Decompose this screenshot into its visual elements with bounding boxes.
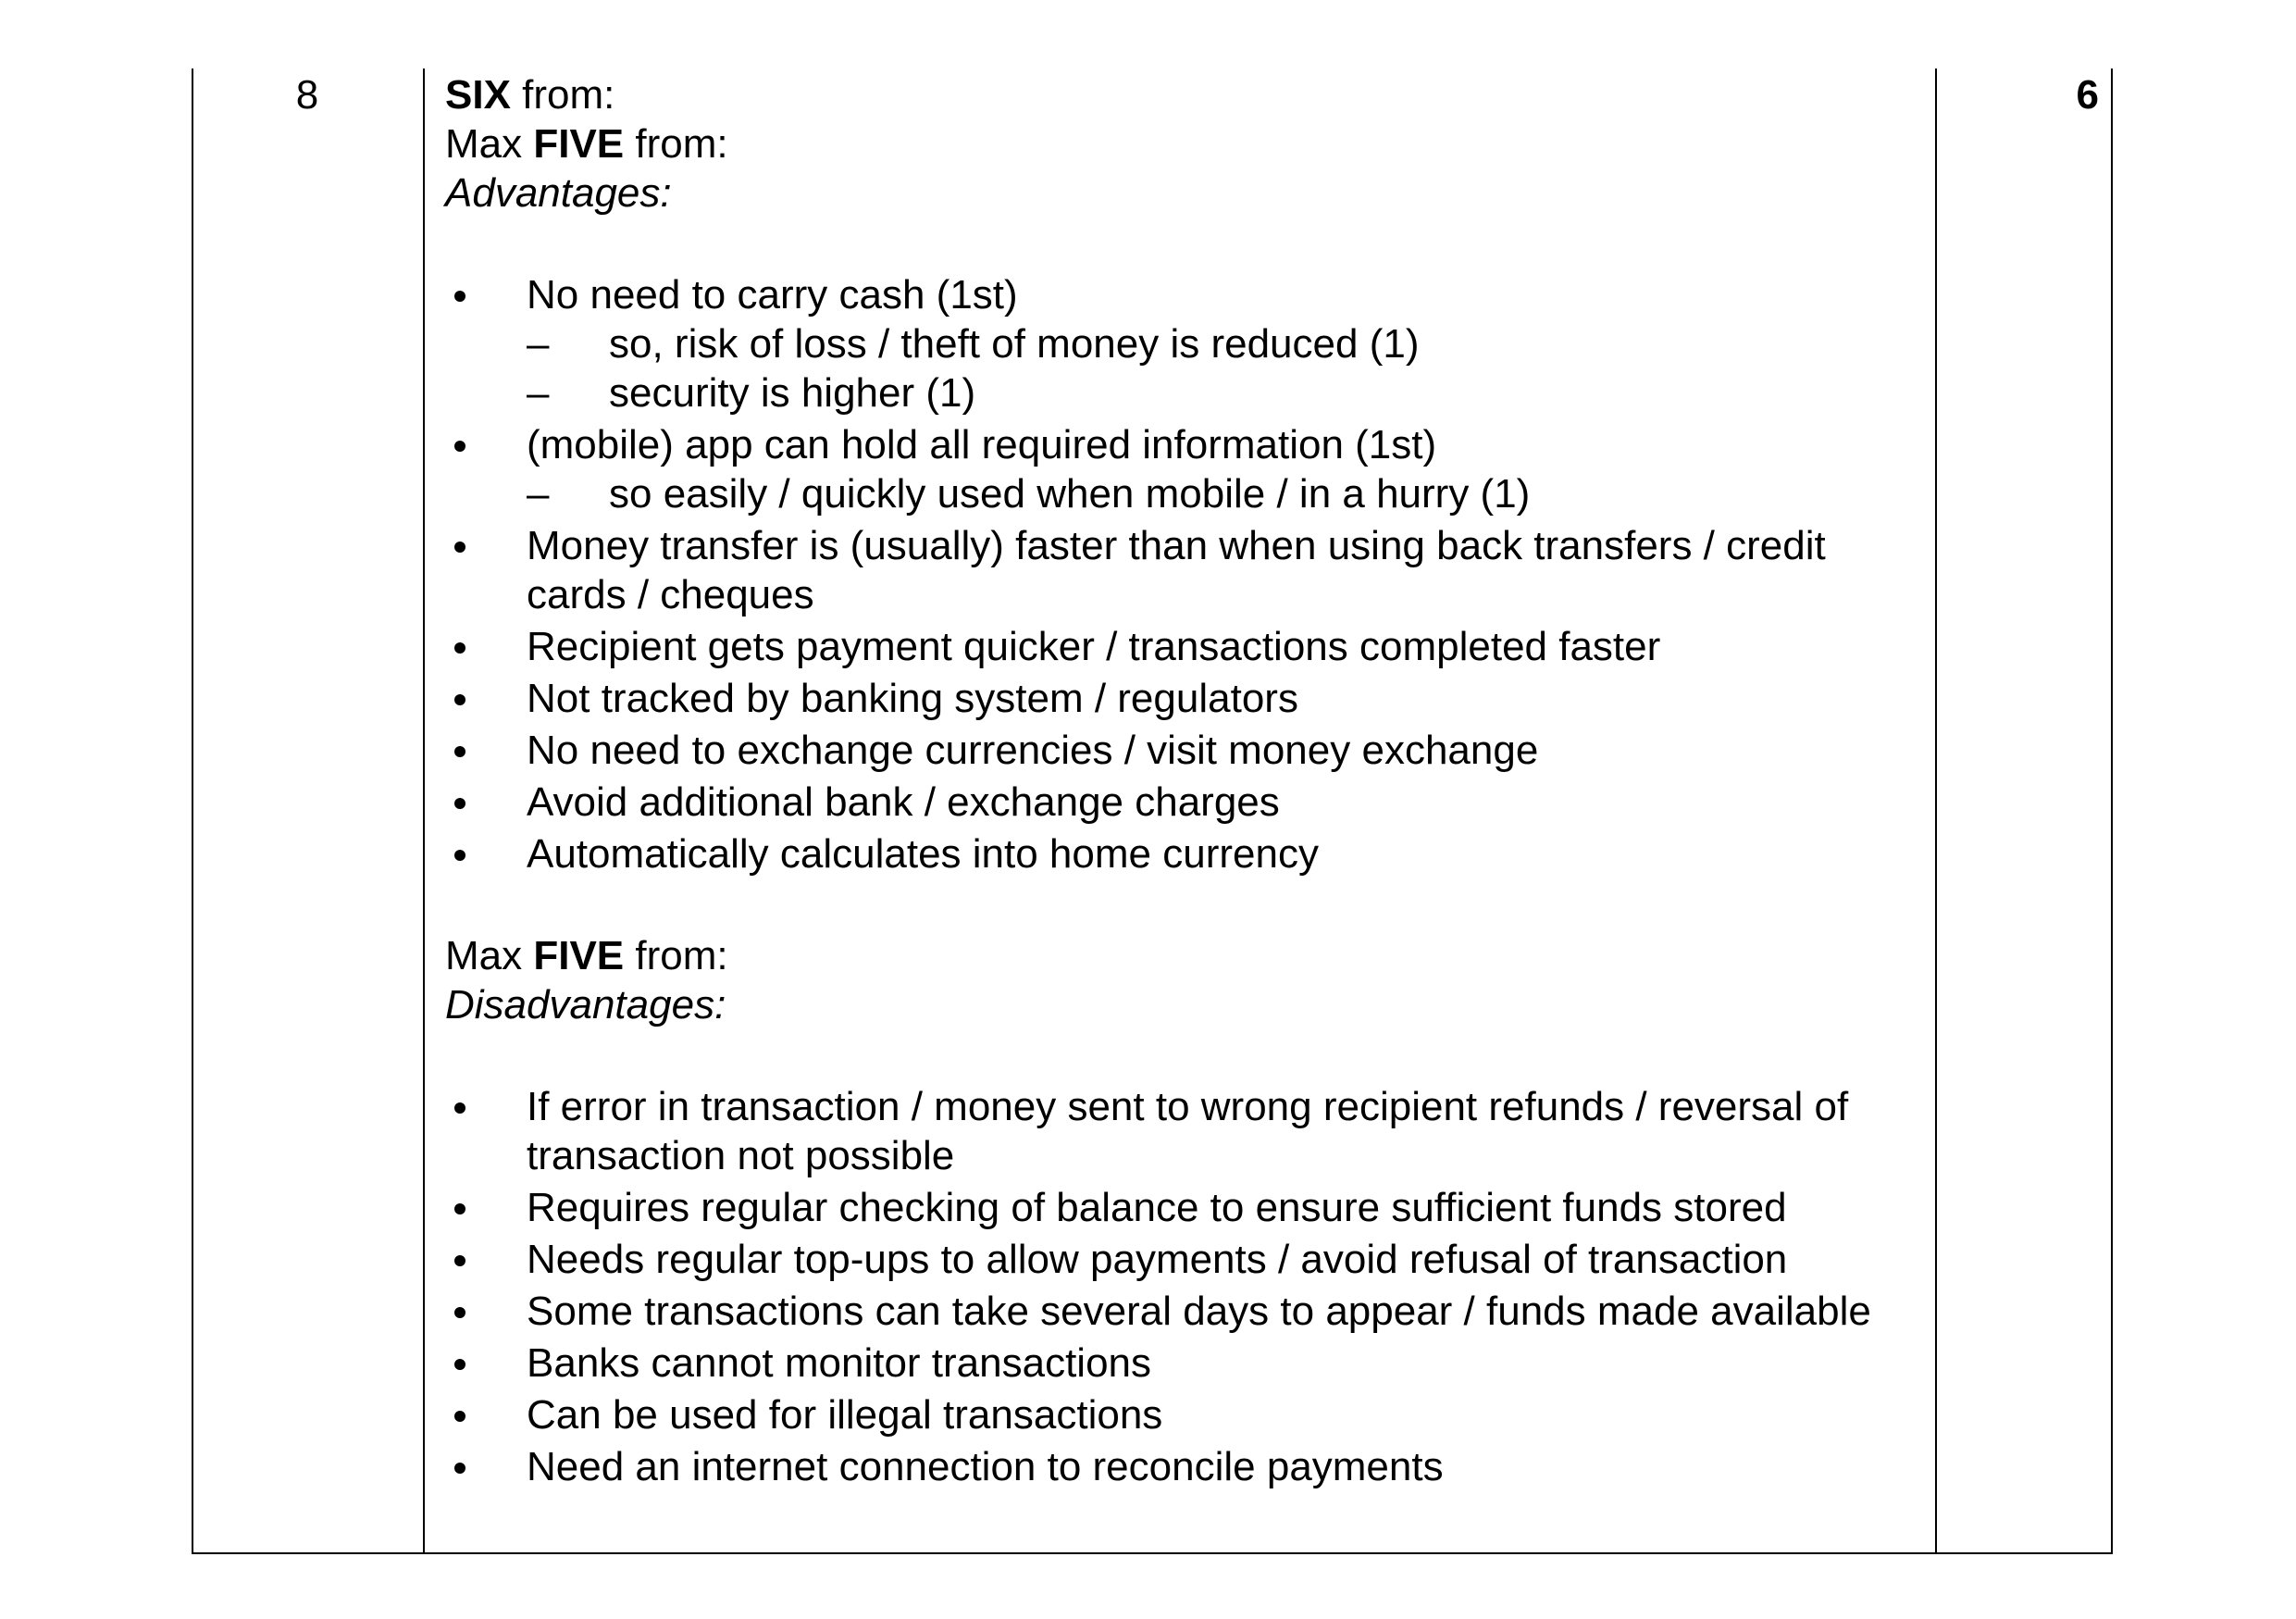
disadvantages-heading: Disadvantages: xyxy=(445,982,726,1027)
table-divider-question xyxy=(423,68,425,1554)
dis-max-rest: from: xyxy=(624,933,728,978)
advantage-item xyxy=(445,270,1926,319)
disadvantage-item xyxy=(445,1235,1926,1284)
disadvantages-list xyxy=(445,1082,1926,1491)
bullet-text: Not tracked by banking system / regulators xyxy=(527,676,1298,721)
bullet-text: Needs regular top-ups to allow payments / avoid refusal of transaction xyxy=(527,1237,1788,1282)
advantage-subpoint xyxy=(445,319,1926,368)
bullet-text: Can be used for illegal transactions xyxy=(527,1392,1163,1438)
disadvantage-item xyxy=(445,1183,1926,1232)
advantage-item xyxy=(445,521,1926,619)
marks-value: 6 xyxy=(2076,72,2099,118)
bullet-text: Recipient gets payment quicker / transactions completed faster xyxy=(527,624,1661,669)
max-prefix: Max xyxy=(445,121,534,167)
dis-max-bold: FIVE xyxy=(533,933,625,978)
six-bold: SIX xyxy=(445,72,511,118)
advantage-subpoints xyxy=(445,469,1926,518)
bullet-text: Some transactions can take several days to appear / funds made available xyxy=(527,1289,1871,1334)
disadvantage-item xyxy=(445,1442,1926,1491)
disadvantage-item xyxy=(445,1082,1926,1180)
advantages-list xyxy=(445,270,1926,878)
bullet-text: Need an internet connection to reconcile payments xyxy=(527,1444,1444,1489)
table-border-right xyxy=(2111,68,2113,1554)
bullet-text: Requires regular checking of balance to ensure sufficient funds stored xyxy=(527,1185,1787,1230)
max-bold: FIVE xyxy=(533,121,625,167)
advantage-item xyxy=(445,674,1926,723)
advantage-item xyxy=(445,420,1926,469)
answer-cell xyxy=(445,70,1926,1491)
advantage-subpoint xyxy=(445,469,1926,518)
bullet-text: If error in transaction / money sent to wrong recipient refunds / reversal of transaction not possible xyxy=(527,1084,1849,1178)
dis-max-prefix: Max xyxy=(445,933,534,978)
advantage-subpoints xyxy=(445,319,1926,417)
bullet-text: No need to exchange currencies / visit money exchange xyxy=(527,728,1539,773)
max-rest: from: xyxy=(624,121,728,167)
six-rest: from: xyxy=(510,72,615,118)
disadvantage-item xyxy=(445,1390,1926,1439)
advantages-heading: Advantages: xyxy=(445,170,672,216)
subpoint-text: so, risk of loss / theft of money is reduced (1) xyxy=(609,321,1420,367)
six-from-line xyxy=(445,70,1926,119)
max-five-line xyxy=(445,119,1926,168)
advantage-item xyxy=(445,622,1926,671)
advantage-item xyxy=(445,829,1926,878)
bullet-text: Money transfer is (usually) faster than when using back transfers / credit cards / cheques xyxy=(527,523,1826,617)
subpoint-text: so easily / quickly used when mobile / in a hurry (1) xyxy=(609,471,1531,517)
dash-icon: – xyxy=(527,321,550,367)
table-divider-marks xyxy=(1935,68,1937,1554)
bullet-text: Avoid additional bank / exchange charges xyxy=(527,779,1280,825)
table-border-bottom xyxy=(192,1552,2113,1554)
advantage-subpoint xyxy=(445,368,1926,417)
question-number: 8 xyxy=(295,72,319,118)
advantage-item xyxy=(445,726,1926,775)
subpoint-text: security is higher (1) xyxy=(609,370,976,416)
bullet-text: No need to carry cash (1st) xyxy=(527,272,1018,318)
disadvantages-max-line xyxy=(445,931,1926,980)
bullet-text: Banks cannot monitor transactions xyxy=(527,1340,1152,1386)
dash-icon: – xyxy=(527,471,550,517)
bullet-text: (mobile) app can hold all required information (1st) xyxy=(527,422,1437,467)
dash-icon: – xyxy=(527,370,550,416)
disadvantage-item xyxy=(445,1339,1926,1388)
disadvantage-item xyxy=(445,1287,1926,1336)
advantage-item xyxy=(445,778,1926,827)
table-border-left xyxy=(192,68,193,1554)
bullet-text: Automatically calculates into home currency xyxy=(527,831,1319,877)
